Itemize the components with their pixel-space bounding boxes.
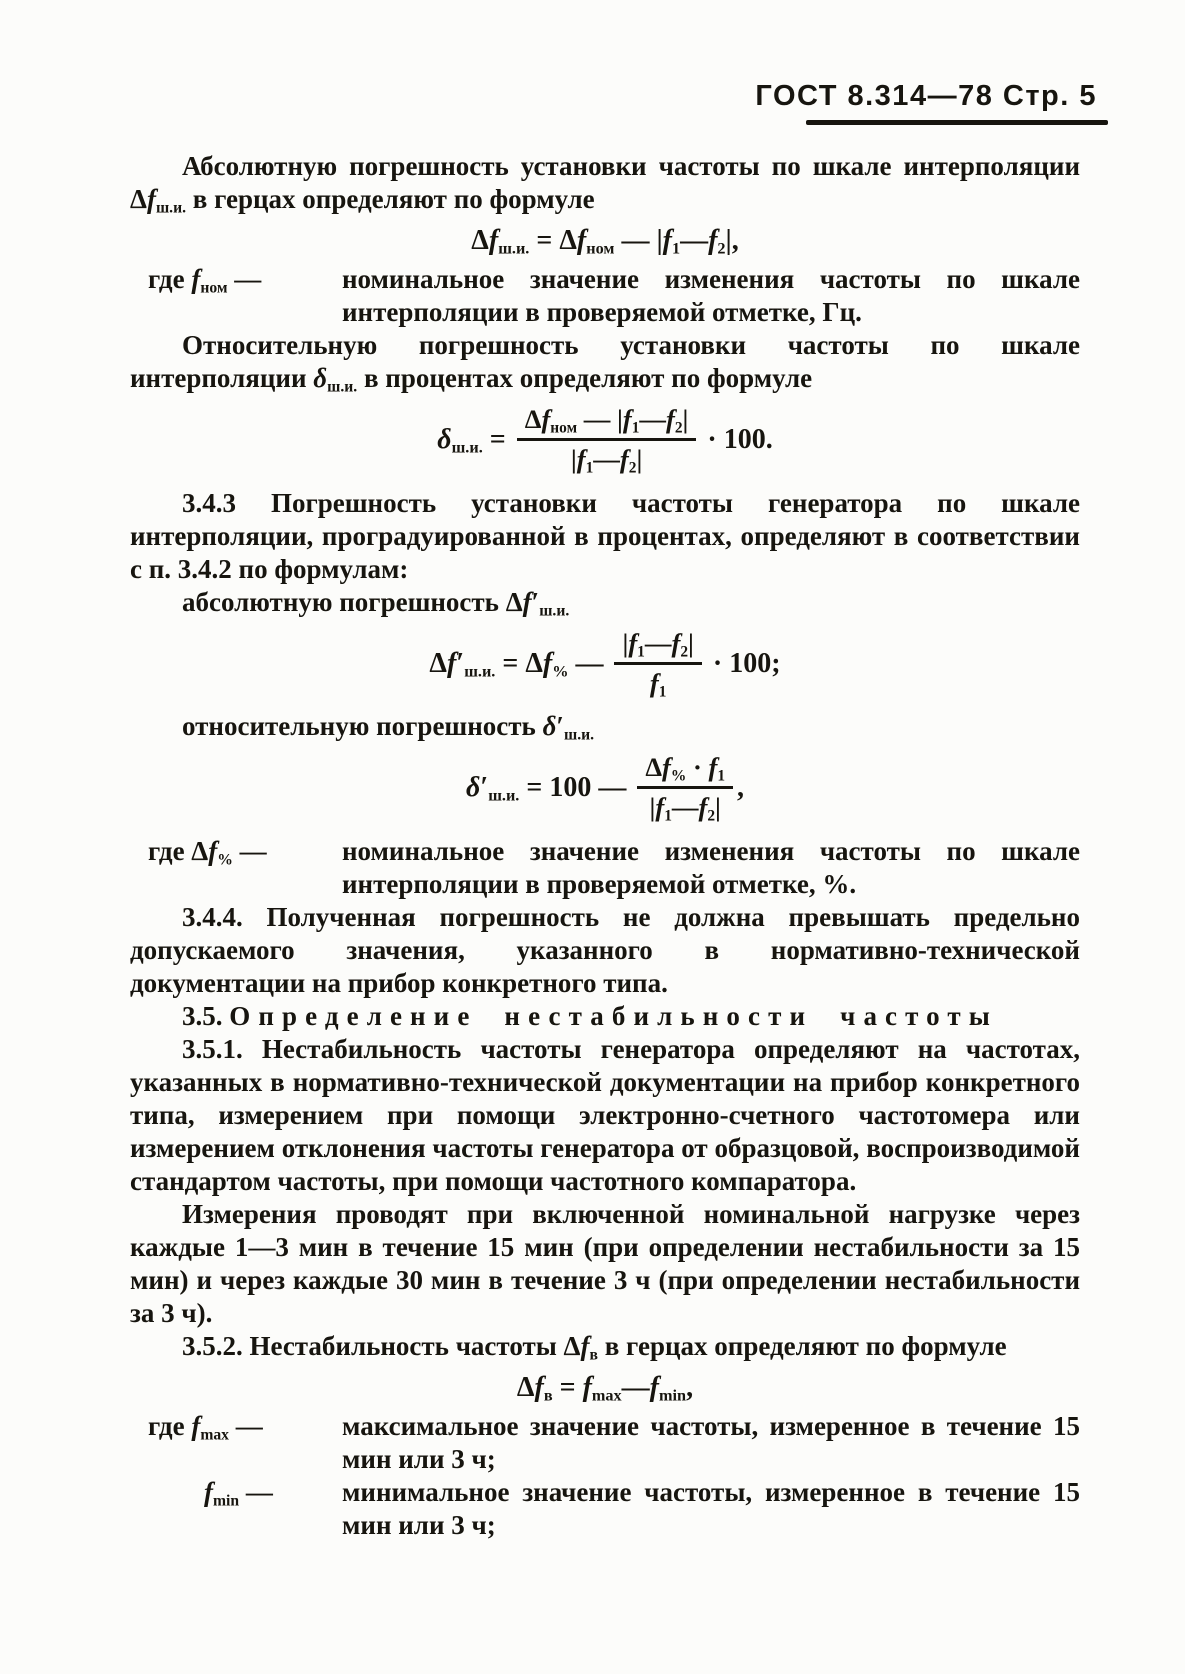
definition-f-nom — [130, 263, 1080, 329]
heading-3-5-text: Определение нестабильности частоты — [229, 1000, 998, 1031]
paragraph-3-4-3-absolute: абсолютную погрешность $\Delta f'_{ш.и.}$ — [182, 586, 570, 619]
definition-desc-f-min: минимальное значение частоты, измеренное в течение 15 мин или 3 ч; — [342, 1476, 1080, 1540]
heading-3-5 — [130, 1000, 1080, 1033]
paragraph-3-4-3: 3.4.3 Погрешность установки частоты генератора по шкале интерполяции, проградуированной в процентах, определяют в соответствии с п. 3.4.2 по формулам: — [130, 487, 1080, 584]
definition-f-min — [130, 1476, 1080, 1542]
definition-term-delta-f-percent: где $\Delta f_{\%}$ — — [148, 835, 267, 868]
formula-relative-error-percent: $\delta'_{ш.и.} = 100$ — $\frac{\Delta f_{\%} \cdot f_1}{|f_1—f_2|}$ , — [465, 752, 745, 825]
definition-desc-delta-f-percent: номинальное значение изменения частоты по шкале интерполяции в проверяемой отметке, %. — [342, 835, 1080, 899]
definition-term-f-max: где $f_{max}$ — — [148, 1410, 263, 1443]
heading-3-5-number: 3.5. — [182, 1000, 223, 1031]
definition-term-f-nom: где $f_{ном}$ — — [148, 264, 262, 297]
header-rule — [806, 120, 1108, 125]
definition-term-f-min: $f_{min}$ — — [204, 1476, 273, 1509]
paragraph-3-5-2: 3.5.2. Нестабильность частоты $\Delta f_в$ в герцах определяют по формуле — [182, 1330, 1007, 1363]
definition-desc-f-nom: номинальное значение изменения частоты по шкале интерполяции в проверяемой отметке, Гц. — [342, 264, 1080, 327]
formula-instability: $\Delta f_в$ = $f_{max}—f_{min}$, — [516, 1371, 694, 1405]
definition-desc-f-max: максимальное значение частоты, измеренное в течение 15 мин или 3 ч; — [342, 1410, 1080, 1474]
paragraph-measurements: Измерения проводят при включенной номинальной нагрузке через каждые 1—3 мин в течение 15 мин (при определении нестабильности за 15 мин) и через каждые 30 мин в течение 3 ч (при определении нестабильности за 3 ч). — [130, 1198, 1080, 1328]
paragraph-3-4-4: 3.4.4. Полученная погрешность не должна превышать предельно допускаемого значения, указанного в нормативно-технической документации на прибор конкретного типа. — [130, 901, 1080, 998]
formula-absolute-error-percent: $\Delta f'_{ш.и.} = \Delta f_{\%}$ — $\frac{|f_1—f_2|}{f_1}$ · 100; — [429, 627, 781, 701]
page-header-title: ГОСТ 8.314—78 Стр. 5 — [755, 80, 1097, 112]
document-content — [130, 150, 1080, 1542]
formula-absolute-error-scale: $\Delta f_{ш.и.} = \Delta f_{ном}$ — $|f_1—f_2|$, — [471, 225, 739, 258]
formula-relative-error-scale: $\delta_{ш.и.}$ = $\frac{\Delta f_{ном} — |f_1—f_2|}{|f_1—f_2|}$ · 100. — [437, 404, 773, 477]
paragraph-relative-error-intro: Относительную погрешность установки частоты по шкале интерполяции $\delta_{ш.и.}$ в процентах определяют по формуле — [130, 330, 1080, 396]
definition-f-max — [130, 1410, 1080, 1476]
paragraph-3-5-1: 3.5.1. Нестабильность частоты генератора определяют на частотах, указанных в нормативно-технической документации на прибор конкретного типа, измерением при помощи электронно-счетного частотомера или измерением отклонения частоты генератора от образцовой, воспроизводимой стандартом частоты, при помощи частотного компаратора. — [130, 1033, 1080, 1196]
paragraph-3-4-3-relative: относительную погрешность $\delta'_{ш.и.}$ — [182, 711, 595, 744]
paragraph-absolute-error-intro: Абсолютную погрешность установки частоты по шкале интерполяции $\Delta f_{ш.и.}$ в герцах определяют по формуле — [130, 151, 1080, 217]
definition-delta-f-percent — [130, 835, 1080, 901]
